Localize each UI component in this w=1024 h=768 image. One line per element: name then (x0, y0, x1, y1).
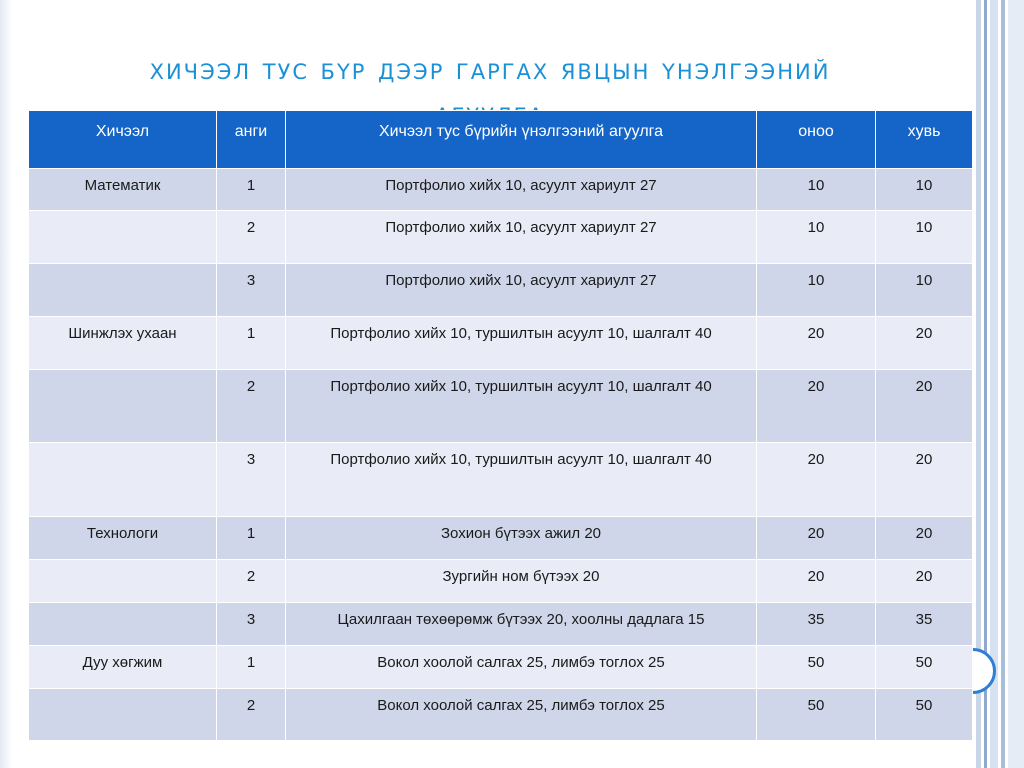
cell-score: 35 (757, 603, 876, 646)
cell-grade: 2 (217, 370, 286, 443)
cell-subject (29, 370, 217, 443)
cell-subject: Дуу хөгжим (29, 646, 217, 689)
cell-grade: 1 (217, 169, 286, 211)
cell-content: Вокол хоолой салгах 25, лимбэ тоглох 25 (286, 646, 757, 689)
decor-stripe (990, 0, 998, 768)
cell-content: Портфолио хийх 10, асуулт хариулт 27 (286, 169, 757, 211)
cell-content: Зохион бүтээх ажил 20 (286, 517, 757, 560)
table-row (29, 211, 973, 264)
cell-score: 20 (757, 370, 876, 443)
cell-subject (29, 560, 217, 603)
cell-percent: 20 (876, 317, 973, 370)
cell-content: Вокол хоолой салгах 25, лимбэ тоглох 25 (286, 689, 757, 741)
cell-score: 20 (757, 517, 876, 560)
cell-score: 10 (757, 264, 876, 317)
cell-grade: 2 (217, 211, 286, 264)
cell-percent: 20 (876, 517, 973, 560)
cell-score: 50 (757, 689, 876, 741)
cell-grade: 3 (217, 443, 286, 517)
cell-percent: 20 (876, 443, 973, 517)
table-row (29, 560, 973, 603)
cell-score: 10 (757, 211, 876, 264)
cell-grade: 3 (217, 264, 286, 317)
table-row (29, 169, 973, 211)
cell-grade: 1 (217, 317, 286, 370)
cell-subject: Математик (29, 169, 217, 211)
table-row (29, 264, 973, 317)
table-row (29, 370, 973, 443)
cell-score: 20 (757, 317, 876, 370)
header-score: оноо (757, 111, 876, 169)
cell-content: Портфолио хийх 10, туршилтын асуулт 10, шалгалт 40 (286, 443, 757, 517)
cell-subject: Шинжлэх ухаан (29, 317, 217, 370)
table-row (29, 443, 973, 517)
table-row (29, 317, 973, 370)
cell-percent: 20 (876, 560, 973, 603)
decor-stripe (1001, 0, 1005, 768)
cell-content: Портфолио хийх 10, туршилтын асуулт 10, шалгалт 40 (286, 317, 757, 370)
table-row (29, 603, 973, 646)
cell-percent: 10 (876, 211, 973, 264)
cell-grade: 3 (217, 603, 286, 646)
cell-score: 20 (757, 443, 876, 517)
header-percent: хувь (876, 111, 973, 169)
header-content: Хичээл тус бүрийн үнэлгээний агуулга (286, 111, 757, 169)
cell-subject (29, 264, 217, 317)
cell-content: Портфолио хийх 10, туршилтын асуулт 10, шалгалт 40 (286, 370, 757, 443)
cell-score: 20 (757, 560, 876, 603)
table-row (29, 646, 973, 689)
cell-percent: 50 (876, 646, 973, 689)
cell-content: Цахилгаан төхөөрөмж бүтээх 20, хоолны дадлага 15 (286, 603, 757, 646)
cell-subject: Технологи (29, 517, 217, 560)
cell-score: 50 (757, 646, 876, 689)
assessment-table (28, 110, 973, 741)
cell-percent: 20 (876, 370, 973, 443)
decor-stripe (1008, 0, 1024, 768)
slide-title-line-1: хичээл тус бүр дээр гаргах явцын үнэлгээний (149, 52, 831, 88)
cell-grade: 2 (217, 689, 286, 741)
cell-percent: 50 (876, 689, 973, 741)
cell-subject (29, 211, 217, 264)
cell-content: Портфолио хийх 10, асуулт хариулт 27 (286, 211, 757, 264)
cell-grade: 1 (217, 517, 286, 560)
cell-subject (29, 603, 217, 646)
cell-percent: 10 (876, 264, 973, 317)
left-edge-shadow (0, 0, 12, 768)
cell-subject (29, 443, 217, 517)
cell-percent: 10 (876, 169, 973, 211)
cell-subject (29, 689, 217, 741)
cell-grade: 2 (217, 560, 286, 603)
table-header-row (29, 111, 973, 169)
table-row (29, 517, 973, 560)
cell-content: Зургийн ном бүтээх 20 (286, 560, 757, 603)
cell-grade: 1 (217, 646, 286, 689)
header-grade: анги (217, 111, 286, 169)
table-row (29, 689, 973, 741)
header-subject: Хичээл (29, 111, 217, 169)
cell-content: Портфолио хийх 10, асуулт хариулт 27 (286, 264, 757, 317)
cell-percent: 35 (876, 603, 973, 646)
cell-score: 10 (757, 169, 876, 211)
